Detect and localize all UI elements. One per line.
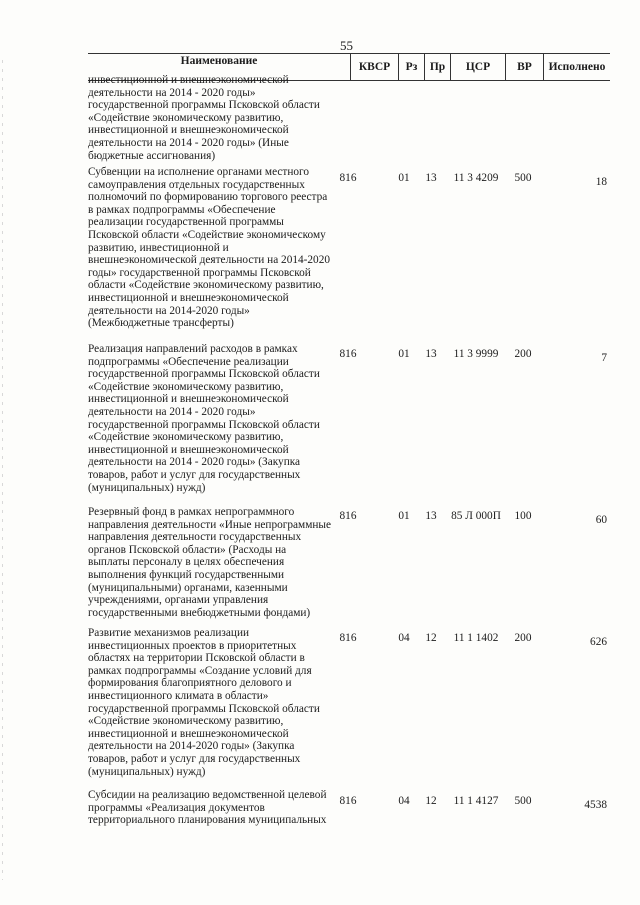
header-executed: Исполнено <box>543 54 610 80</box>
row-kvsr: 816 <box>339 632 357 644</box>
row-pr: 12 <box>425 795 437 807</box>
row-vr: 200 <box>514 348 532 360</box>
row-name: Реализация направлений расходов в рамках подпрограммы «Обеспечение реализации государственной программы Псковской области «Содействие экономическому развитию, инвестиционной и внешнеэкономической деятельности на 2014 - 2020 годы» государственной программы Псковской области «Содействие экономическому развитию, инвестиционной и внешнеэкономической деятельности на 2014 - 2020 годы» (Закупка товаров, работ и услуг для государственных (муниципальных) нужд) <box>88 343 320 494</box>
row-name: Субсидии на реализацию ведомственной целевой программы «Реализация документов территориального планирования муниципальных <box>88 789 327 827</box>
row-csr: 11 3 4209 <box>453 172 499 184</box>
row-kvsr: 816 <box>339 510 357 522</box>
row-pr: 13 <box>425 348 437 360</box>
header-rz: Рз <box>398 54 424 80</box>
row-name: Развитие механизмов реализации инвестиционных проектов в приоритетных областях на территории Псковской области в рамках подпрограммы «Создание условий для формирования благоприятного делового и инвестиционного климата в области» государственной программы Псковской области «Содействие экономическому развитию, инвестиционной и внешнеэкономической деятельности на 2014-2020 годы» (Закупка товаров, работ и услуг для государственных (муниципальных) нужд) <box>88 627 320 778</box>
row-kvsr: 816 <box>339 348 357 360</box>
row-vr: 100 <box>514 510 532 522</box>
row-rz: 04 <box>398 632 410 644</box>
header-kvsr: КВСР <box>350 54 398 80</box>
row-kvsr: 816 <box>339 172 357 184</box>
row-csr: 85 Л 000П <box>451 510 501 522</box>
row-rz: 01 <box>398 172 410 184</box>
row-executed: 7 <box>601 352 607 364</box>
continuation-text: инвестиционной и внешнеэкономической деятельности на 2014 - 2020 годы» государственной программы Псковской области «Содействие экономическому развитию, инвестиционной и внешнеэкономической деятельности на 2014 - 2020 годы» (Иные бюджетные ассигнования) <box>88 74 320 162</box>
row-csr: 11 1 1402 <box>453 632 499 644</box>
row-executed: 60 <box>595 514 607 526</box>
row-executed: 18 <box>595 176 607 188</box>
row-kvsr: 816 <box>339 795 357 807</box>
header-name: Наименование <box>180 55 258 67</box>
row-executed: 4538 <box>584 799 607 811</box>
row-vr: 500 <box>514 172 532 184</box>
row-vr: 500 <box>514 795 532 807</box>
header-pr: Пр <box>424 54 450 80</box>
row-pr: 13 <box>425 172 437 184</box>
row-executed: 626 <box>590 636 607 648</box>
row-vr: 200 <box>514 632 532 644</box>
row-pr: 13 <box>425 510 437 522</box>
scan-edge-mark <box>2 60 3 880</box>
row-name: Резервный фонд в рамках непрограммного направления деятельности «Иные непрограммные направления деятельности государственных органов Псковской области» (Расходы на выплаты персоналу в целях обеспечения выполнения функций государственными (муниципальными) органами, казенными учреждениями, органами управления государственными внебюджетными фондами) <box>88 506 331 619</box>
row-rz: 01 <box>398 348 410 360</box>
row-csr: 11 3 9999 <box>453 348 499 360</box>
page-number: 55 <box>340 38 353 53</box>
header-csr: ЦСР <box>450 54 505 80</box>
row-name: Субвенции на исполнение органами местного самоуправления отдельных государственных полномочий по формированию торгового реестра в рамках подпрограммы «Обеспечение реализации государственной программы Псковской области «Содействие экономическому развитию, инвестиционной и внешнеэкономической деятельности на 2014-2020 годы» государственной программы Псковской области «Содействие экономическому развитию, инвестиционной и внешнеэкономической деятельности на 2014-2020 годы» (Межбюджетные трансферты) <box>88 166 330 330</box>
row-rz: 01 <box>398 510 410 522</box>
row-rz: 04 <box>398 795 410 807</box>
header-vr: ВР <box>505 54 543 80</box>
row-csr: 11 1 4127 <box>453 795 499 807</box>
row-pr: 12 <box>425 632 437 644</box>
